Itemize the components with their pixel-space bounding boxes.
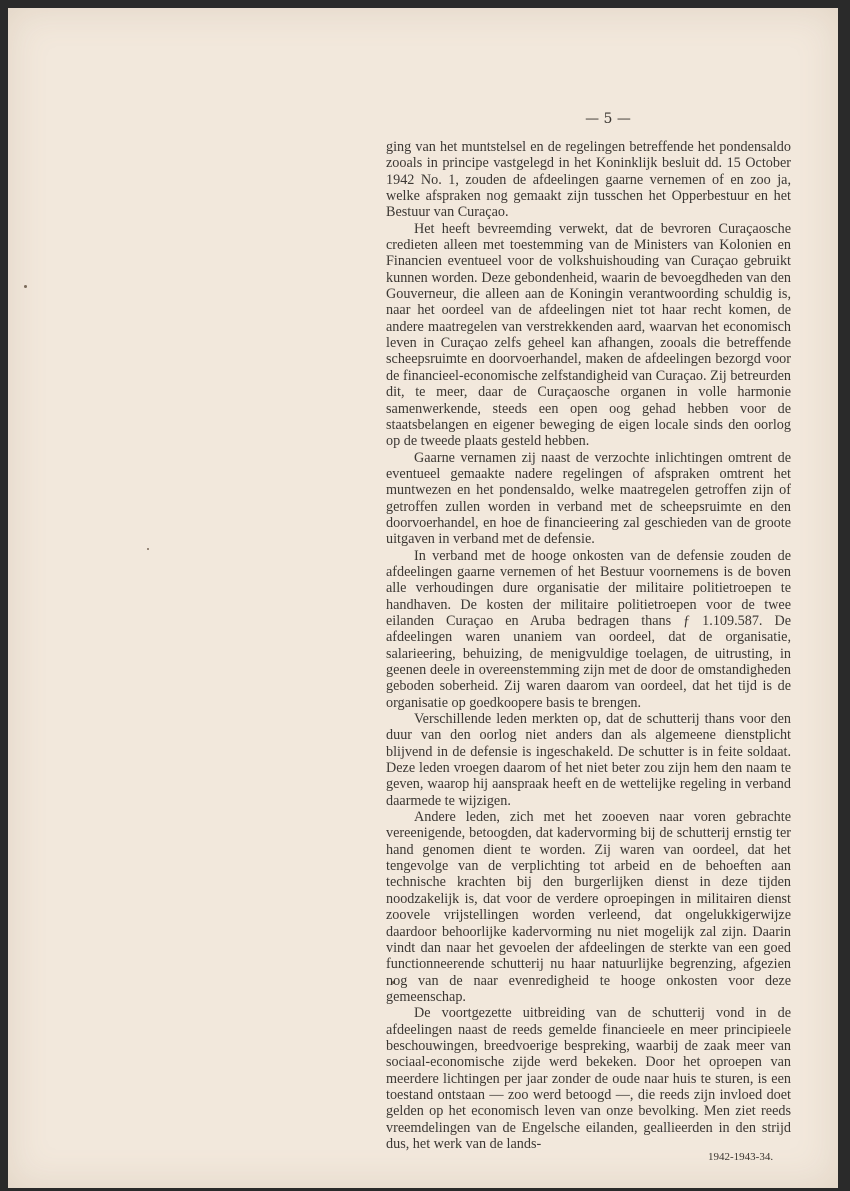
paragraph: Gaarne vernamen zij naast de verzochte inlichtingen omtrent de eventueel gemaakte nadere regelingen of afspraken omtrent het muntwezen en het pondensaldo, welke maatregelen getroffen zijn of getroffen zullen worden in verband met de scheepsruimte en den doorvoerhandel, en hoe de financieering zal geschieden van de groote uitgaven in verband met de defensie.	[386, 449, 791, 548]
document-page	[8, 8, 838, 1188]
paragraph: Verschillende leden merkten op, dat de schutterij thans voor den duur van den oorlog niet anders dan als algemeene dienstplicht blijvend in de defensie is ingeschakeld. De schutter is in feite soldaat. Deze leden vroegen daarom of het niet beter zou zijn hem den naam te geven, waarop hij aanspraak heeft en de wettelijke regeling in verband daarmede te wijzigen.	[386, 711, 791, 809]
page-number: — 5 —	[585, 111, 631, 127]
paragraph: Andere leden, zich met het zooeven naar voren gebrachte vereenigende, betoogden, dat kadervorming bij de schutterij ernstig ter hand genomen dient te worden. Zij waren van oordeel, dat het tengevolge van de verplichting tot arbeid en de behoeften aan technische krachten bij den burgerlijken dienst in deze tijden noodzakelijk is, dat voor de verdere oproepingen in militairen dienst zoovele vrijstellingen worden verleend, dat ongelukkigerwijze daardoor behoorlijke kadervorming nu niet mogelijk zal zijn. Daarin vindt dan naar het gevoelen der afdeelingen de sterkte van een goed functionneerende schutterij nu haar natuurlijke begrenzing, afgezien nog van de naar evenredigheid te hooge onkosten voor deze gemeenschap.	[386, 809, 791, 1005]
paragraph: De voortgezette uitbreiding van de schutterij vond in de afdeelingen naast de reeds gemelde financieele en meer principieele beschouwingen, breedvoerige bespreking, waarbij de zaak meer van sociaal-economische zijde werd bekeken. Door het oproepen van meerdere lichtingen per jaar zonder de oude naar huis te sturen, is een toestand ontstaan — zoo werd betoogd —, die reeds zijn invloed doet gelden op het economisch leven van onze bevolking. Men ziet reeds vreemdelingen van de Engelsche eilanden, geallieerden in den strijd dus, het werk van de lands-	[386, 1005, 791, 1152]
paragraph: ging van het muntstelsel en de regelingen betreffende het pondensaldo zooals in principe vastgelegd in het Koninklijk besluit dd. 15 October 1942 No. 1, zouden de afdeelingen gaarne vernemen of en zoo ja, welke afspraken nog gemaakt zijn tusschen het Opperbestuur en het Bestuur van Curaçao.	[386, 139, 791, 221]
paper-speck	[147, 548, 149, 550]
paper-speck	[24, 285, 27, 288]
paragraph: Het heeft bevreemding verwekt, dat de bevroren Curaçaosche credieten alleen met toestemming van de Ministers van Kolonien en Financien eventueel voor de volkshuishouding van Curaçao gebruikt kunnen worden. Deze gebondenheid, waarin de bevoegdheden van den Gouverneur, die alleen aan de Koningin verantwoording schuldig is, naar het oordeel van de afdeelingen niet tot haar recht komen, de andere maatregelen van verstrekkenden aard, waarvan het economisch leven in Curaçao zelfs geheel kan afhangen, zooals die betreffende scheepsruimte en doorvoerhandel, maken de afdeelingen bezorgd voor de financieel-economische zelfstandigheid van Curaçao. Zij betreurden dit, te meer, daar de Curaçaosche organen in volle harmonie samenwerkende, steeds een open oog gehad hebben voor de staatsbelangen en eigener beweging de eigen locale sinds den oorlog op de tweede plaats gesteld hebben.	[386, 220, 791, 450]
document-reference: 1942-1943-34.	[708, 1151, 774, 1163]
body-text-column	[386, 139, 791, 1152]
paragraph: In verband met de hooge onkosten van de defensie zouden de afdeelingen gaarne vernemen of het Bestuur voornemens is de boven alle verhoudingen dure organisatie der militaire politietroepen te handhaven. De kosten der militaire politietroepen voor de twee eilanden Curaçao en Aruba bedragen thans ƒ 1.109.587. De afdeelingen waren unaniem van oordeel, dat de organisatie, salarieering, behuizing, de menigvuldige toelagen, de uitrusting, in geenen deele in overeenstemming zijn met de door de omstandigheden geboden soberheid. Zij waren daarom van oordeel, dat het tijd is de organisatie op goedkoopere basis te brengen.	[386, 547, 791, 711]
